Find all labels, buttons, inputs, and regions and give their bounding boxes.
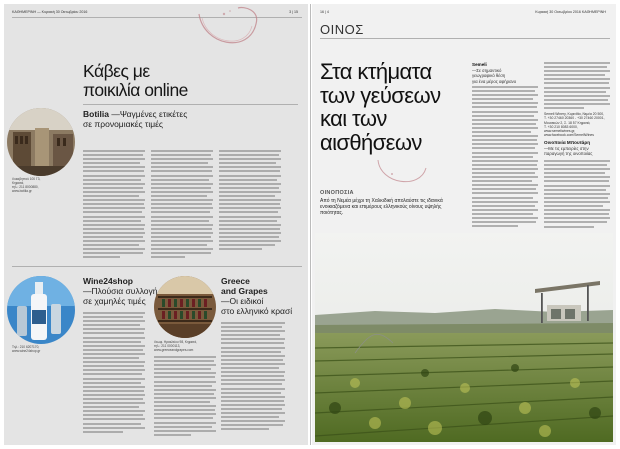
boutari-heading: Οινοποιία Μπουτάρη	[544, 140, 591, 145]
contact-line: www.semeliwines.gr,	[544, 129, 576, 134]
caption-line: Κηφισιά,	[12, 181, 25, 185]
botilia-title: Botilia	[83, 109, 109, 119]
caption-line: www.botilia.gr	[12, 189, 32, 193]
caption-line: τηλ.: 211 8000880,	[12, 185, 39, 189]
greece-grapes-shop-photo	[154, 276, 216, 338]
greece-grapes-title: Greece	[221, 276, 250, 286]
article-label: ΟΙΝΟΠΟΣΙΑ	[320, 190, 354, 196]
botilia-subtitle: —Ψαγμένες ετικέτες	[111, 109, 188, 119]
wine24shop-text-col	[83, 312, 145, 435]
right-text-col-2-top	[544, 62, 610, 111]
right-headline-line-4: αισθήσεων	[320, 129, 422, 155]
greece-grapes-heading	[221, 276, 292, 316]
subheading-line: παραγωγή της οινοποιίας	[544, 151, 593, 157]
caption-line: www.wine24shop.gr	[12, 349, 41, 353]
greece-grapes-subtitle: —Οι ειδικοί	[221, 296, 264, 306]
botilia-text-col-3	[219, 150, 281, 252]
right-page	[312, 4, 616, 445]
botilia-shop-photo	[7, 108, 75, 176]
section-title: ΟΙΝΟΣ	[320, 22, 364, 37]
botilia-subtitle-2: σε προνομιακές τιμές	[83, 119, 164, 129]
right-page-number: 16 | 4	[320, 10, 329, 14]
wine24shop-subtitle: —Πλούσια συλλογή	[83, 286, 158, 296]
left-page-number: 3 | 15	[289, 10, 298, 14]
caption-line: Λεωφ. Ηρακλείου 98, Κηφισιά,	[154, 340, 197, 344]
wine-stain-icon	[194, 6, 264, 56]
botilia-text-col-2	[151, 150, 213, 261]
left-headline-line-1: Κάβες με	[83, 61, 150, 81]
botilia-caption	[12, 177, 40, 193]
vineyard-photo	[315, 233, 613, 442]
boutari-subheading	[544, 146, 592, 157]
greece-grapes-text-col-1	[154, 356, 216, 438]
left-mid-rule	[12, 266, 302, 267]
right-headline-line-2: των γεύσεων	[320, 82, 441, 108]
botilia-heading	[83, 109, 187, 129]
caption-line: www.greeceandgrapes.com	[154, 348, 194, 352]
boutari-text-col	[544, 160, 610, 230]
right-running-head: Κυριακή 30 Οκτωβρίου 2016 ΚΑΘΗΜΕΡΙΝΗ	[535, 10, 606, 14]
caption-line: Τηλ.: 210 6207170,	[12, 345, 40, 349]
left-running-head: ΚΑΘΗΜΕΡΙΝΗ — Κυριακή 30 Οκτωβρίου 2016	[12, 10, 88, 14]
right-headline	[320, 60, 440, 154]
contact-line: Τ. +30 27460 20360 - +30 27460 20001,	[544, 116, 605, 121]
right-headline-line-3: και των	[320, 106, 387, 131]
greece-grapes-title-2: and Grapes	[221, 286, 268, 296]
article-standfirst: Από τη Νεμέα μέχρι τη Χαλκιδική απολαύστε τις ιδανικά ενοικιαζόμενα και επιμέρους ελληνικούς οίνους υψηλής ποιότητας.	[320, 198, 443, 217]
subheading-line: γεωγραφικό θέση	[472, 73, 506, 79]
greece-grapes-text-col-2	[221, 322, 285, 433]
left-page	[4, 4, 308, 445]
left-headline-line-2: ποικιλία online	[83, 80, 188, 100]
left-headline-rule	[83, 104, 298, 105]
caption-line: Λυκαβηττού 100 Γ3,	[12, 177, 41, 181]
greece-grapes-subtitle-2: στο ελληνικό κρασί	[221, 306, 293, 316]
contact-line: Semeli Winery, Κορινθία, Νεμέα 20 500,	[544, 112, 605, 116]
semeli-text-col	[472, 86, 538, 229]
subheading-line: για ένα μέρος αφήρανο	[472, 78, 517, 84]
wine24shop-heading	[83, 276, 158, 306]
page-gutter	[310, 4, 311, 445]
semeli-heading: Semeli	[472, 62, 487, 67]
caption-line: τηλ.: 211 0000113,	[154, 344, 181, 348]
semeli-subheading	[472, 68, 516, 84]
right-headline-line-1: Στα κτήματα	[320, 59, 432, 84]
wine24shop-subtitle-2: σε χαμηλές τιμές	[83, 296, 146, 306]
semeli-contact	[544, 112, 605, 138]
contact-line: www.facebook.com/SemeliWines	[544, 133, 594, 138]
left-headline	[83, 62, 188, 100]
subheading-line: —Σε σημαντικό	[472, 68, 502, 73]
wine-stain-icon	[372, 154, 432, 194]
wine24shop-caption	[12, 345, 40, 353]
wine24shop-title: Wine24shop	[83, 276, 133, 286]
greece-grapes-caption	[154, 340, 197, 352]
subheading-line: —Με τις εμπειρίες στην	[544, 146, 589, 151]
contact-line: Μουσικών 2, Σ. 18 57 Κηφισιά,	[544, 120, 591, 125]
right-header-rule	[320, 38, 610, 39]
contact-line: Τ. +30 210 8083 6000,	[544, 124, 578, 129]
wine24shop-bottle-photo	[7, 276, 75, 344]
botilia-text-col-1	[83, 150, 145, 261]
